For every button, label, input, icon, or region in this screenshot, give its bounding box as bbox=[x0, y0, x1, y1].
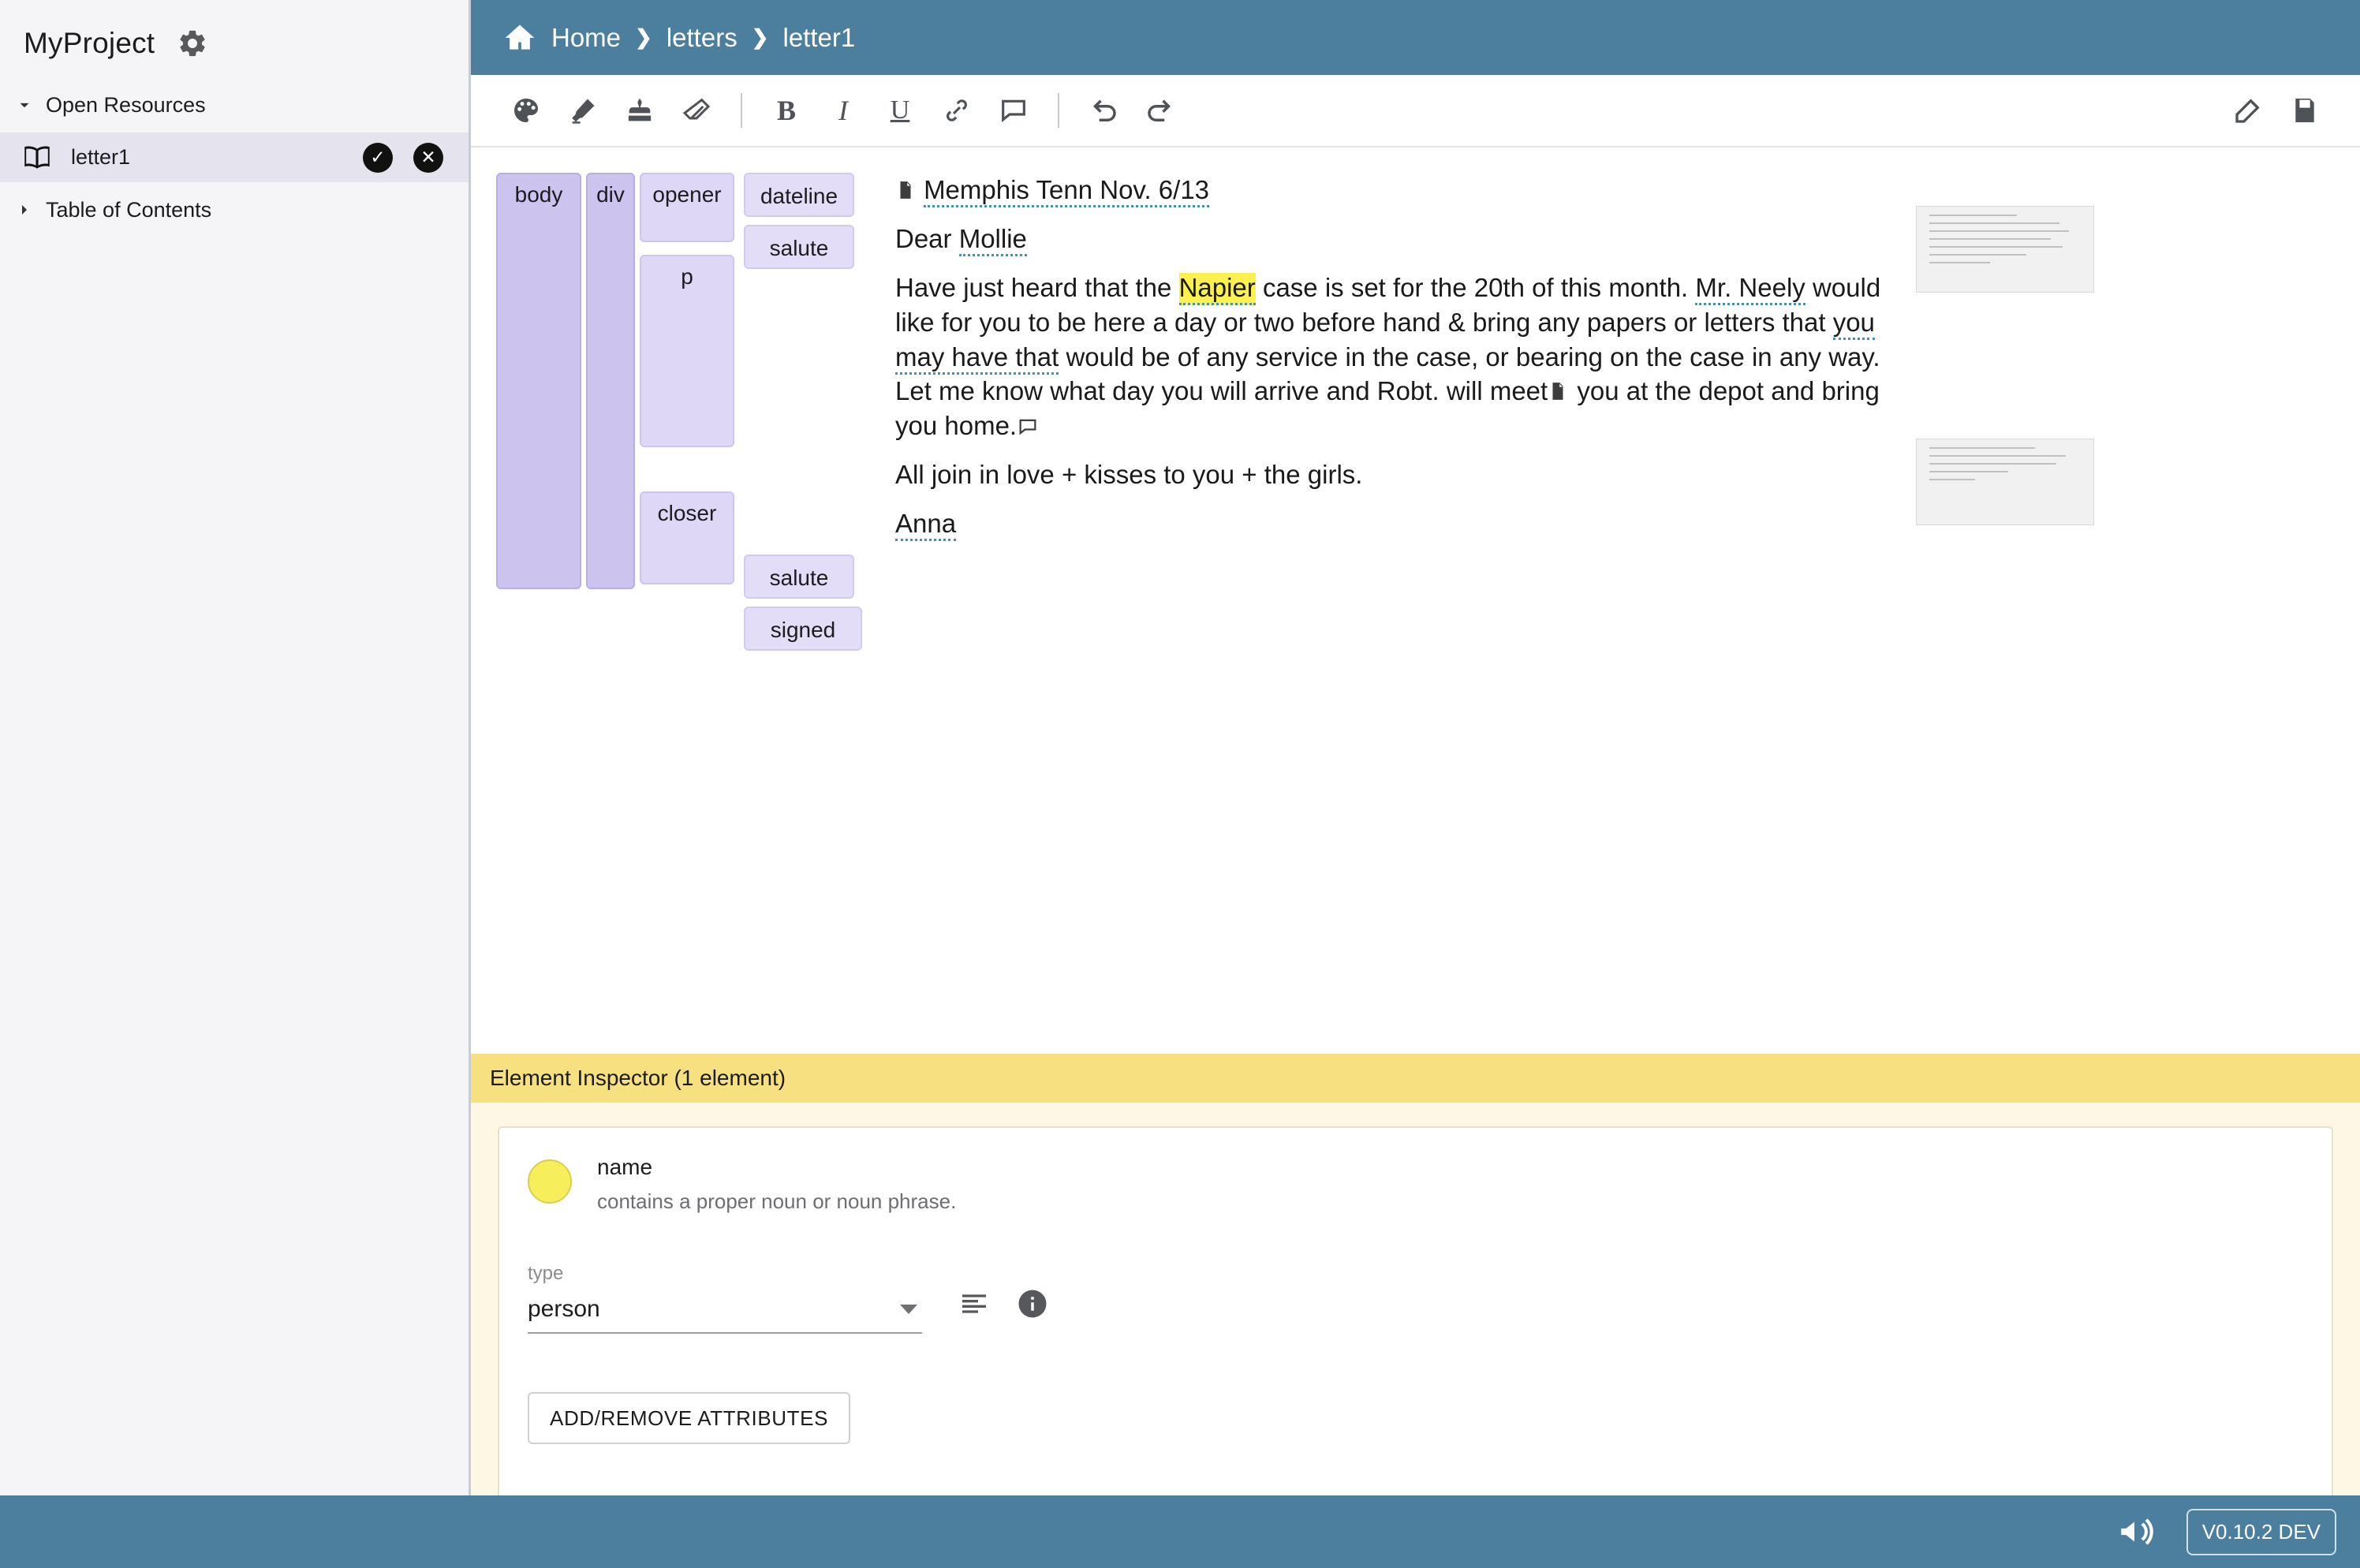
type-select[interactable] bbox=[528, 1285, 922, 1334]
underline-button[interactable]: U bbox=[890, 95, 910, 125]
chevron-right-icon: ❯ bbox=[751, 25, 769, 49]
structure-column-mid bbox=[640, 173, 739, 1054]
undo-icon[interactable] bbox=[1075, 82, 1132, 139]
eraser-icon[interactable] bbox=[668, 82, 725, 139]
structure-block-body[interactable]: body bbox=[496, 173, 581, 589]
sidebar-filler bbox=[0, 237, 469, 1495]
structure-gutter bbox=[496, 173, 867, 1054]
doc-paragraph-body[interactable] bbox=[895, 271, 1897, 443]
redo-icon[interactable] bbox=[1132, 82, 1189, 139]
element-inspector-header: Element Inspector (1 element) bbox=[471, 1054, 2360, 1103]
sidebar-item-letter1[interactable] bbox=[0, 133, 469, 182]
save-icon[interactable] bbox=[2276, 82, 2333, 139]
inspector-card-texts bbox=[597, 1155, 956, 1214]
megaphone-icon[interactable] bbox=[2114, 1510, 2158, 1554]
sidebar bbox=[0, 0, 471, 1568]
sidebar-section-table-of-contents[interactable] bbox=[0, 182, 469, 237]
breadcrumb bbox=[471, 0, 2360, 75]
chevron-down-icon[interactable] bbox=[900, 1305, 917, 1314]
breadcrumb-item-letter1[interactable]: letter1 bbox=[782, 22, 856, 52]
palette-icon[interactable] bbox=[498, 82, 555, 139]
page-break-icon bbox=[1548, 379, 1568, 405]
body-segment-1: Have just heard that the bbox=[895, 272, 1179, 302]
comment-marker-icon[interactable] bbox=[1017, 415, 1039, 439]
dateline-text: Memphis Tenn Nov. 6/13 bbox=[924, 175, 1209, 207]
sidebar-section-label: Open Resources bbox=[46, 92, 206, 117]
element-name: name bbox=[597, 1155, 653, 1179]
resource-name: letter1 bbox=[71, 145, 131, 169]
structure-block-signed[interactable]: signed bbox=[744, 607, 862, 651]
gear-icon[interactable] bbox=[177, 28, 208, 59]
body-segment-5: you at the depot and bring you home. bbox=[895, 376, 1880, 441]
type-field-actions bbox=[952, 1282, 1069, 1326]
type-field-label: type bbox=[528, 1263, 564, 1284]
doc-line-dateline[interactable] bbox=[895, 173, 1897, 207]
list-icon[interactable] bbox=[952, 1282, 996, 1326]
body-segment-2: case is set for the 20th of this month. bbox=[1255, 272, 1696, 302]
main-panel bbox=[471, 0, 2360, 1568]
body-segment-4: would be of any service in the case, or bearing on the case in any way. Let me know what day you will arrive and Robt. will meet bbox=[895, 342, 1880, 406]
element-description: contains a proper noun or noun phrase. bbox=[597, 1189, 957, 1213]
document-editor[interactable] bbox=[471, 147, 2360, 1054]
project-title: MyProject bbox=[24, 27, 155, 59]
page-thumbnails bbox=[1916, 173, 2153, 1054]
toolbar-divider bbox=[741, 93, 742, 128]
document-text[interactable] bbox=[867, 173, 1916, 1054]
breadcrumb-item-home[interactable]: Home bbox=[551, 22, 622, 52]
body-name-neely[interactable]: Mr. Neely bbox=[1695, 273, 1805, 305]
type-select-value: person bbox=[528, 1296, 600, 1322]
highlighted-name-napier[interactable]: Napier bbox=[1179, 273, 1256, 305]
bold-button[interactable]: B bbox=[776, 95, 796, 126]
structure-block-salute[interactable]: salute bbox=[744, 225, 854, 269]
breadcrumb-item-letters[interactable]: letters bbox=[666, 22, 738, 52]
closer-text: All join in love + kisses to you + the girls. bbox=[895, 460, 1363, 490]
sidebar-header bbox=[0, 0, 469, 77]
salute-name: Mollie bbox=[959, 224, 1027, 256]
stamp-icon[interactable] bbox=[611, 82, 668, 139]
thumbnail-lines bbox=[1929, 447, 2081, 517]
structure-block-p[interactable]: p bbox=[640, 255, 734, 447]
thumbnail-lines bbox=[1929, 215, 2081, 284]
type-field[interactable] bbox=[528, 1263, 922, 1334]
structure-column-right bbox=[744, 173, 867, 1054]
version-badge: V0.10.2 DEV bbox=[2186, 1509, 2336, 1555]
salute-prefix: Dear bbox=[895, 223, 959, 253]
attribute-row-type bbox=[528, 1263, 2303, 1334]
book-icon bbox=[21, 141, 54, 174]
structure-block-closer[interactable]: closer bbox=[640, 491, 734, 584]
link-icon[interactable] bbox=[928, 82, 985, 139]
resource-close-icon[interactable]: ✕ bbox=[413, 143, 443, 173]
chevron-down-icon bbox=[11, 91, 38, 118]
page-thumbnail-1[interactable] bbox=[1916, 206, 2094, 293]
resource-saved-badge-icon[interactable]: ✓ bbox=[363, 143, 393, 173]
structure-block-opener[interactable]: opener bbox=[640, 173, 734, 242]
page-break-icon bbox=[895, 178, 922, 203]
editor-toolbar bbox=[471, 75, 2360, 147]
chevron-right-icon: ❯ bbox=[635, 25, 652, 49]
sidebar-section-label: Table of Contents bbox=[46, 197, 212, 222]
structure-block-dateline[interactable]: dateline bbox=[744, 173, 854, 217]
signed-name[interactable]: Anna bbox=[895, 509, 956, 541]
doc-line-closer[interactable] bbox=[895, 457, 1897, 492]
body-dotted-phrase[interactable]: you may have that bbox=[895, 308, 1875, 375]
page-thumbnail-2[interactable] bbox=[1916, 439, 2094, 525]
toolbar-divider bbox=[1058, 93, 1059, 128]
element-color-swatch[interactable] bbox=[528, 1159, 572, 1204]
inspector-card-header bbox=[528, 1155, 2303, 1214]
italic-button[interactable]: I bbox=[838, 95, 848, 126]
structure-block-closer-salute[interactable]: salute bbox=[744, 554, 854, 599]
info-icon[interactable] bbox=[1010, 1282, 1055, 1326]
structure-block-div[interactable]: div bbox=[586, 173, 635, 589]
doc-line-signed[interactable] bbox=[895, 506, 1897, 541]
doc-line-salute[interactable] bbox=[895, 222, 1897, 256]
home-icon[interactable] bbox=[502, 21, 537, 55]
add-remove-attributes-button[interactable]: ADD/REMOVE ATTRIBUTES bbox=[528, 1392, 850, 1444]
body-segment-3: would like for you to be here a day or two before hand & bring any papers or letters that bbox=[895, 272, 1881, 337]
sidebar-section-open-resources[interactable] bbox=[0, 77, 469, 133]
inspector-card bbox=[498, 1126, 2333, 1536]
comment-icon[interactable] bbox=[985, 82, 1042, 139]
status-bar bbox=[0, 1495, 2360, 1568]
highlighter-icon[interactable] bbox=[555, 82, 611, 139]
chevron-right-icon bbox=[11, 196, 38, 223]
edit-icon[interactable] bbox=[2220, 82, 2276, 139]
